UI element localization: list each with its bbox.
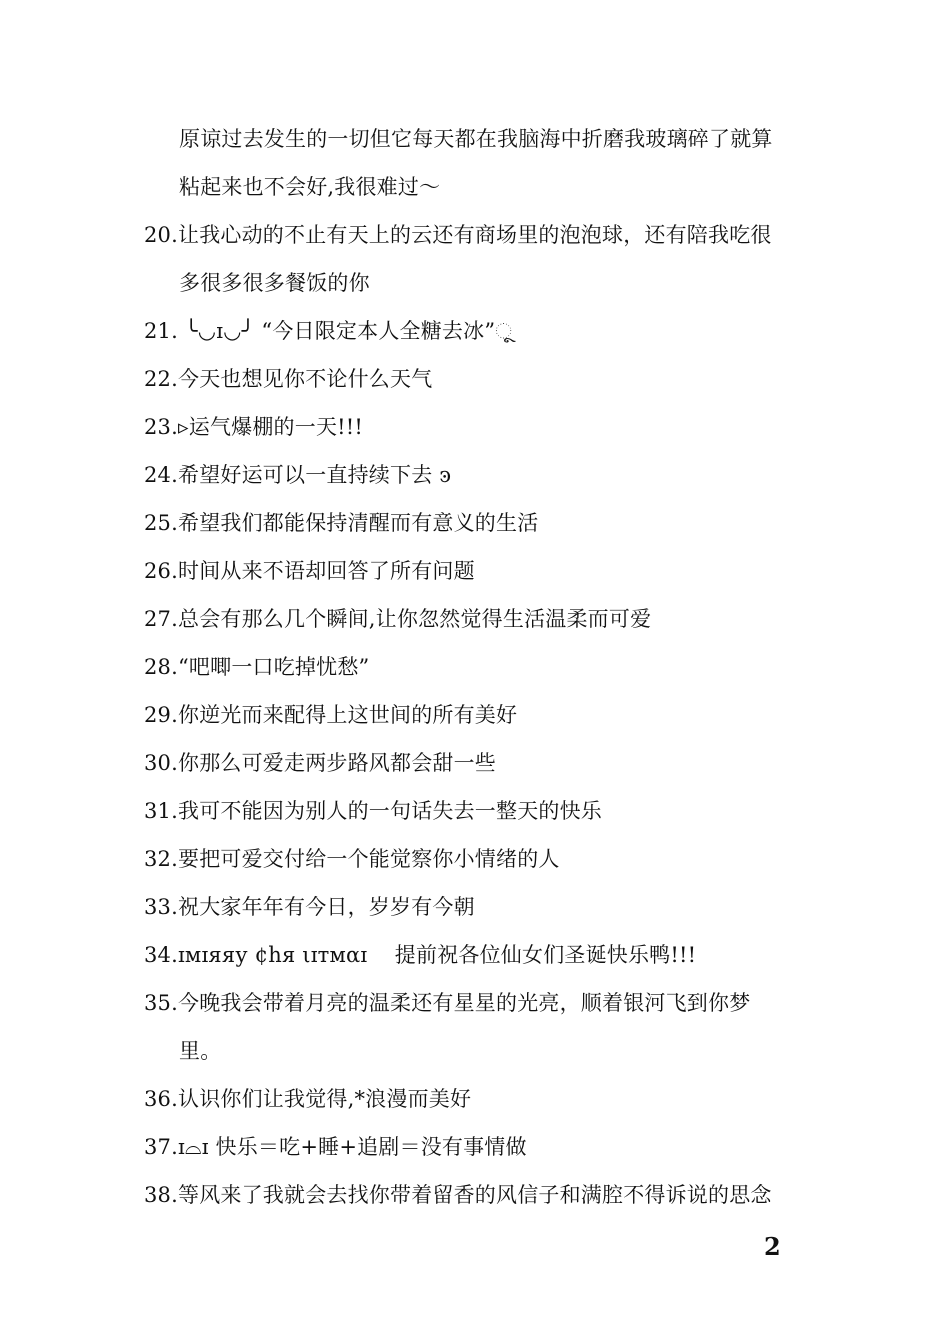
list-item [144, 940, 824, 970]
item-number: 26. [144, 559, 178, 583]
item-text: 祝大家年年有今日，岁岁有今朝 [178, 895, 475, 919]
item-text: ɪ⌓ɪ 快乐＝吃+睡+追剧＝没有事情做 [178, 1135, 527, 1159]
item-number: 20. [144, 223, 178, 247]
list-item [144, 1180, 824, 1210]
item-number: 22. [144, 367, 178, 391]
list-item [144, 412, 824, 442]
item-text: ▹运气爆棚的一天!!! [178, 415, 364, 439]
item-text: 今晚我会带着月亮的温柔还有星星的光亮，顺着银河飞到你梦 [178, 991, 751, 1015]
item-number: 35. [144, 991, 178, 1015]
item-text: 希望好运可以一直持续下去 ͽ [178, 463, 452, 487]
item-number: 25. [144, 511, 178, 535]
list-item [144, 748, 824, 778]
list-item [179, 172, 859, 202]
item-text: 认识你们让我觉得,*浪漫而美好 [178, 1087, 472, 1111]
item-text: 你逆光而来配得上这世间的所有美好 [178, 703, 518, 727]
item-text: 原谅过去发生的一切但它每天都在我脑海中折磨我玻璃碎了就算 [179, 127, 773, 151]
item-text: 希望我们都能保持清醒而有意义的生活 [178, 511, 539, 535]
page-number: 2 [764, 1232, 781, 1261]
list-item [144, 652, 824, 682]
item-number: 24. [144, 463, 178, 487]
list-item [144, 460, 824, 490]
list-item [144, 508, 824, 538]
item-number: 31. [144, 799, 178, 823]
item-number: 28. [144, 655, 178, 679]
item-text: 我可不能因为别人的一句话失去一整天的快乐 [178, 799, 602, 823]
list-item [179, 268, 859, 298]
item-text: 等风来了我就会去找你带着留香的风信子和满腔不得诉说的思念 [178, 1183, 772, 1207]
item-number: 38. [144, 1183, 178, 1207]
list-item [144, 1132, 824, 1162]
list-item [144, 700, 824, 730]
item-number: 37. [144, 1135, 178, 1159]
item-text: ɪмɪяяу ¢hя ιɪтмαɪ 提前祝各位仙女们圣诞快乐鸭!!! [178, 943, 697, 967]
item-number: 36. [144, 1087, 178, 1111]
list-item [144, 316, 824, 346]
list-item [144, 220, 824, 250]
item-text: ╰◡ɪ◡╯ “今日限定本人全糖去冰”ૂ [178, 319, 513, 343]
item-text: 粘起来也不会好,我很难过～ [179, 175, 441, 199]
item-number: 27. [144, 607, 178, 631]
list-item [179, 1036, 859, 1066]
list-item [144, 1084, 824, 1114]
list-item [144, 556, 824, 586]
item-text: 今天也想见你不论什么天气 [178, 367, 433, 391]
item-text: 你那么可爱走两步路风都会甜一些 [178, 751, 496, 775]
list-item [144, 844, 824, 874]
item-text: 总会有那么几个瞬间,让你忽然觉得生活温柔而可爱 [178, 607, 652, 631]
item-number: 34. [144, 943, 178, 967]
list-item [144, 892, 824, 922]
list-item [144, 796, 824, 826]
item-text: 时间从来不语却回答了所有问题 [178, 559, 475, 583]
item-number: 29. [144, 703, 178, 727]
item-number: 33. [144, 895, 178, 919]
item-number: 32. [144, 847, 178, 871]
list-item [144, 364, 824, 394]
list-item [144, 988, 824, 1018]
item-number: 23. [144, 415, 178, 439]
item-text: “吧唧一口吃掉忧愁” [178, 655, 370, 679]
item-number: 21. [144, 319, 178, 343]
item-text: 多很多很多餐饭的你 [179, 271, 370, 295]
list-item [144, 604, 824, 634]
item-text: 让我心动的不止有天上的云还有商场里的泡泡球，还有陪我吃很 [178, 223, 772, 247]
item-text: 要把可爱交付给一个能觉察你小情绪的人 [178, 847, 560, 871]
item-text: 里。 [179, 1039, 222, 1063]
list-item [179, 124, 859, 154]
item-number: 30. [144, 751, 178, 775]
